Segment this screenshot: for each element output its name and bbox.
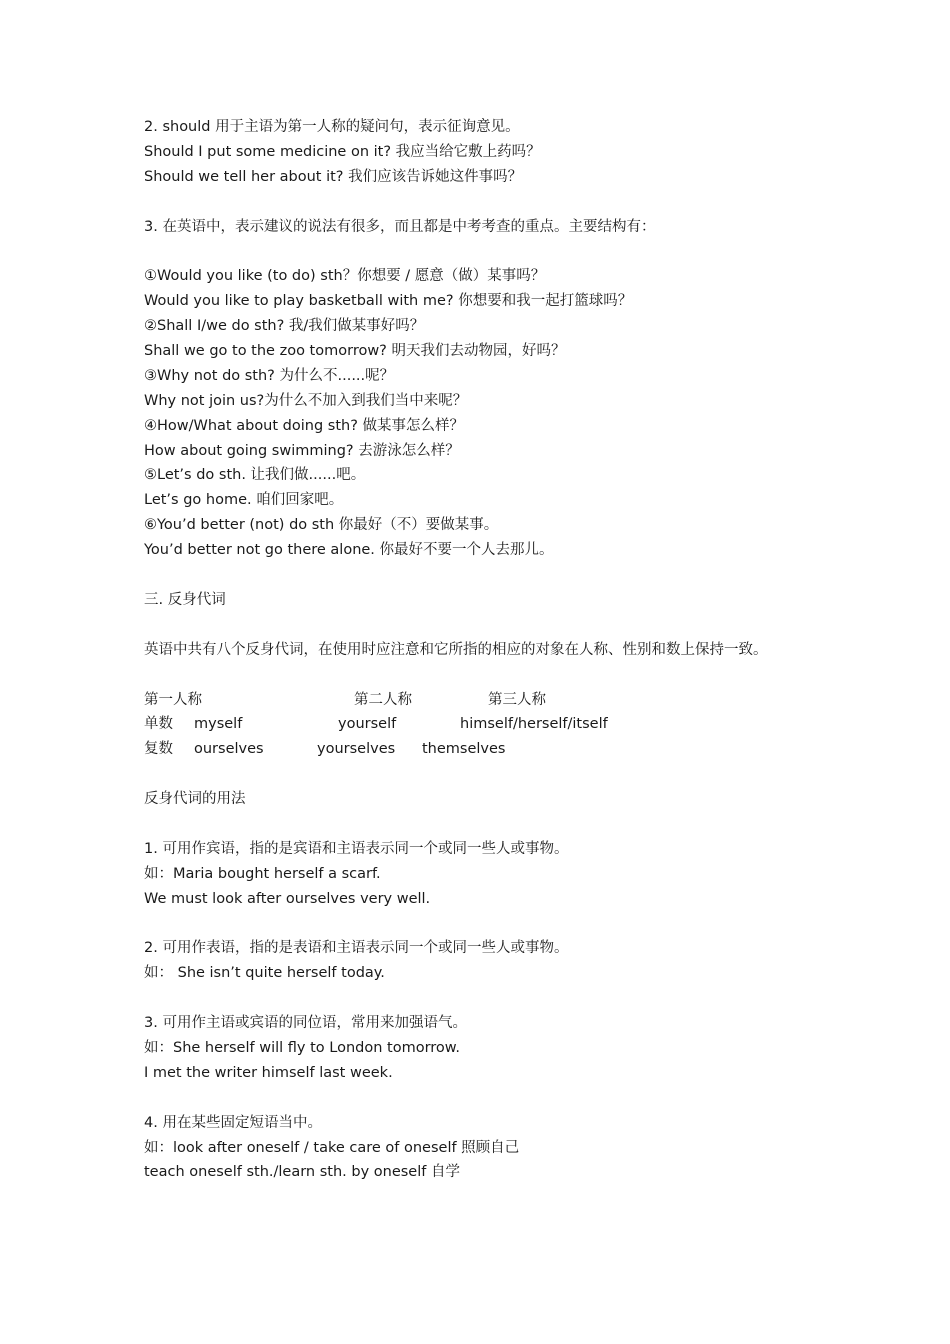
suggestion-item: ⑥You’d better (not) do sth 你最好（不）要做某事。 — [144, 517, 499, 534]
pronoun-table-plural-row — [144, 737, 814, 762]
header-first-person: 第一人称 — [144, 691, 202, 708]
usage-3-example: 如：She herself will fly to London tomorrow. — [144, 1039, 460, 1056]
usage-4-example: teach oneself sth./learn sth. by oneself 自学 — [144, 1164, 460, 1181]
pronoun-table-header — [144, 688, 814, 713]
usage-2-example: 如： She isn’t quite herself today. — [144, 965, 385, 982]
row-label-plural: 复数 — [144, 741, 173, 758]
suggestion-item: ⑤Let’s do sth. 让我们做......吧。 — [144, 467, 366, 484]
section2-line1: 2. should 用于主语为第一人称的疑问句，表示征询意见。 — [144, 119, 520, 135]
usage-4: 4. 用在某些固定短语当中。 — [144, 1114, 322, 1131]
usage-2: 2. 可用作表语，指的是表语和主语表示同一个或同一些人或事物。 — [144, 940, 569, 957]
usage-1: 1. 可用作宾语，指的是宾语和主语表示同一个或同一些人或事物。 — [144, 840, 569, 857]
reflexive-intro: 英语中共有八个反身代词，在使用时应注意和它所指的相应的对象在人称、性别和数上保持一致。 — [144, 641, 768, 658]
header-third-person: 第三人称 — [488, 691, 546, 708]
suggestion-item: ④How/What about doing sth? 做某事怎么样？ — [144, 417, 465, 434]
suggestion-item: How about going swimming? 去游泳怎么样？ — [144, 442, 460, 459]
usage-heading: 反身代词的用法 — [144, 791, 246, 808]
cell-ourselves: ourselves — [194, 741, 264, 758]
row-label-singular: 单数 — [144, 716, 173, 733]
suggestion-item: Let’s go home. 咱们回家吧。 — [144, 492, 344, 509]
section2-example2: Should we tell her about it? 我们应该告诉她这件事吗？ — [144, 168, 523, 185]
usage-1-example: We must look after ourselves very well. — [144, 890, 431, 907]
suggestion-item: Why not join us?为什么不加入到我们当中来呢？ — [144, 392, 468, 409]
cell-myself: myself — [194, 716, 243, 733]
section2-example1: Should I put some medicine on it? 我应当给它敷上药吗？ — [144, 143, 541, 160]
header-second-person: 第二人称 — [354, 691, 412, 708]
suggestion-item: ③Why not do sth? 为什么不......呢？ — [144, 367, 395, 384]
reflexive-heading: 三. 反身代词 — [144, 591, 226, 608]
section3-intro: 3. 在英语中，表示建议的说法有很多，而且都是中考考查的重点。主要结构有： — [144, 218, 656, 235]
pronoun-table-singular-row — [144, 712, 814, 737]
cell-yourself: yourself — [338, 716, 397, 733]
suggestion-item: ①Would you like (to do) sth？你想要 / 愿意（做）某事吗？ — [144, 268, 546, 285]
cell-yourselves: yourselves — [317, 741, 396, 758]
usage-4-example: 如：look after oneself / take care of oneself 照顾自己 — [144, 1139, 520, 1156]
suggestion-item: Shall we go to the zoo tomorrow? 明天我们去动物园，好吗？ — [144, 343, 566, 360]
cell-themselves: themselves — [422, 741, 506, 758]
suggestion-item: ②Shall I/we do sth? 我/我们做某事好吗？ — [144, 318, 425, 335]
usage-1-example: 如：Maria bought herself a scarf. — [144, 865, 381, 882]
suggestion-item: You’d better not go there alone. 你最好不要一个人去那儿。 — [144, 542, 554, 559]
document-body — [144, 115, 814, 1185]
usage-3-example: I met the writer himself last week. — [144, 1064, 393, 1081]
suggestion-item: Would you like to play basketball with me? 你想要和我一起打篮球吗？ — [144, 293, 633, 310]
cell-third-singular: himself/herself/itself — [460, 716, 608, 733]
usage-3: 3. 可用作主语或宾语的同位语，常用来加强语气。 — [144, 1015, 467, 1032]
